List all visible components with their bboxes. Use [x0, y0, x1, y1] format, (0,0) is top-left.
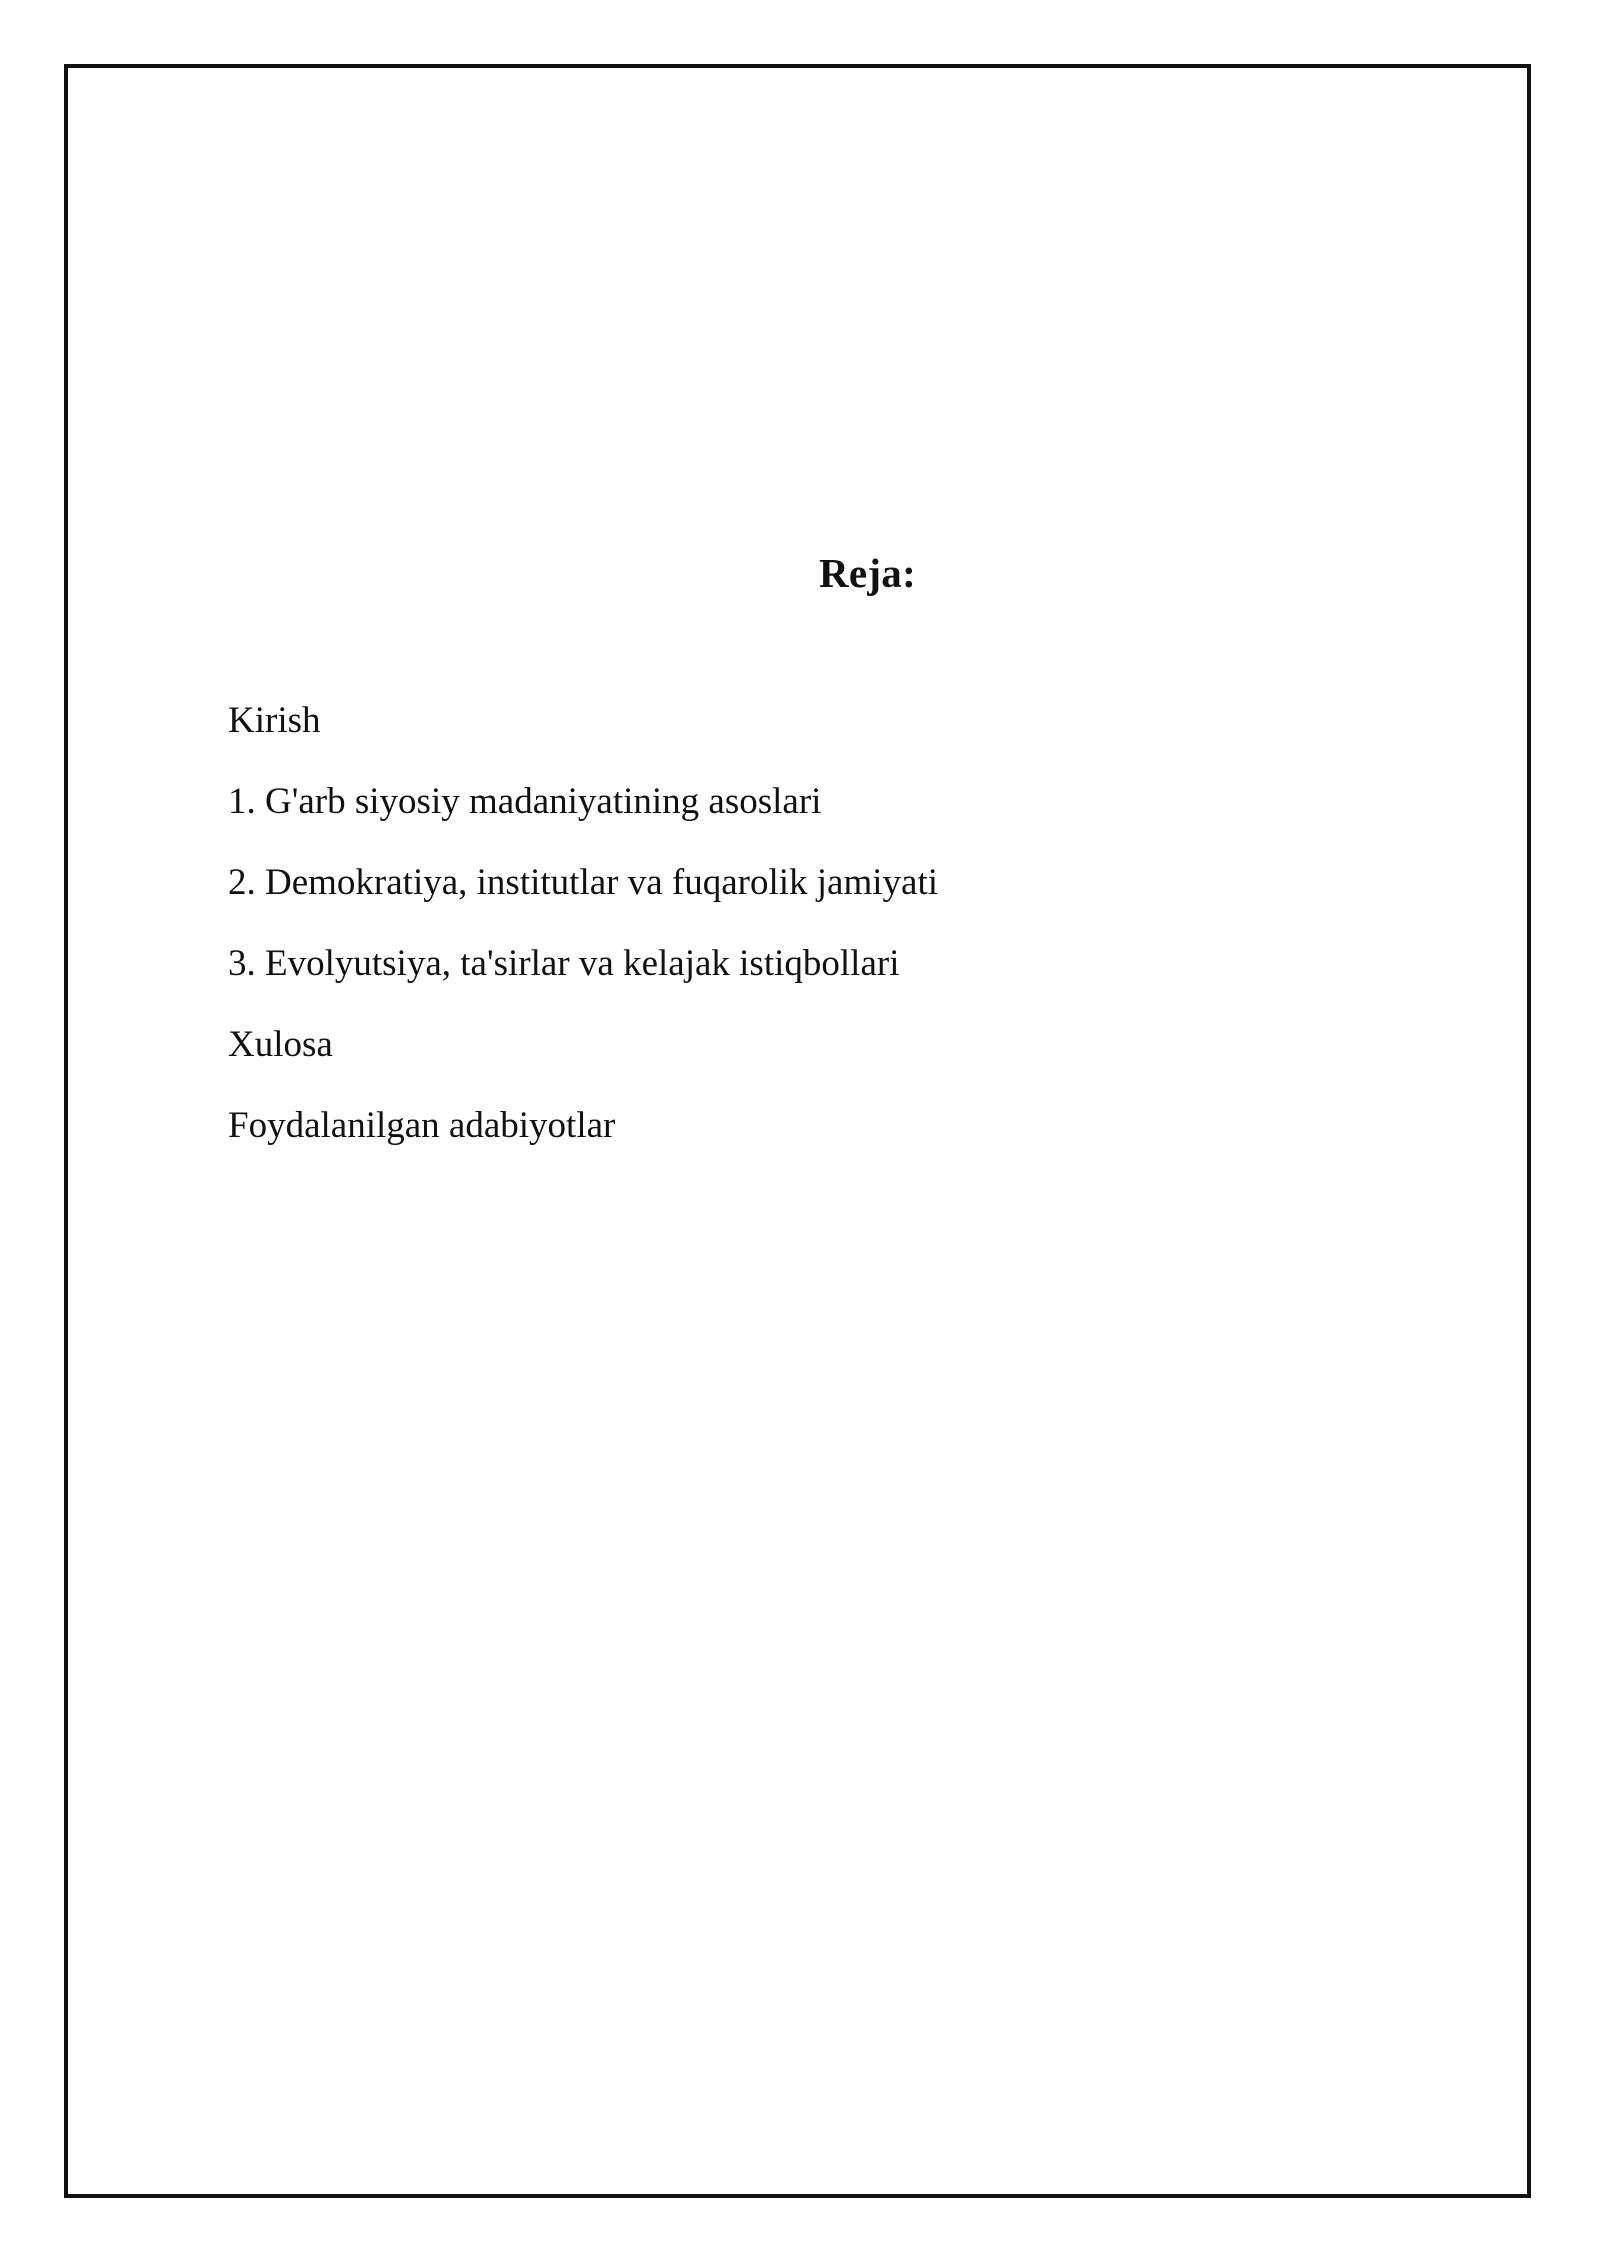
- plan-item-chapter-2: 2. Demokratiya, institutlar va fuqarolik jamiyati: [228, 862, 939, 903]
- plan-item-references: Foydalanilgan adabiyotlar: [228, 1105, 616, 1146]
- plan-title: Reja:: [818, 550, 917, 596]
- plan-item-conclusion: Xulosa: [228, 1024, 333, 1065]
- plan-item-introduction: Kirish: [228, 700, 321, 741]
- plan-item-chapter-3: 3. Evolyutsiya, ta'sirlar va kelajak istiqbollari: [228, 943, 900, 984]
- plan-item-chapter-1: 1. G'arb siyosiy madaniyatining asoslari: [228, 781, 822, 822]
- plan-list: [228, 698, 938, 1184]
